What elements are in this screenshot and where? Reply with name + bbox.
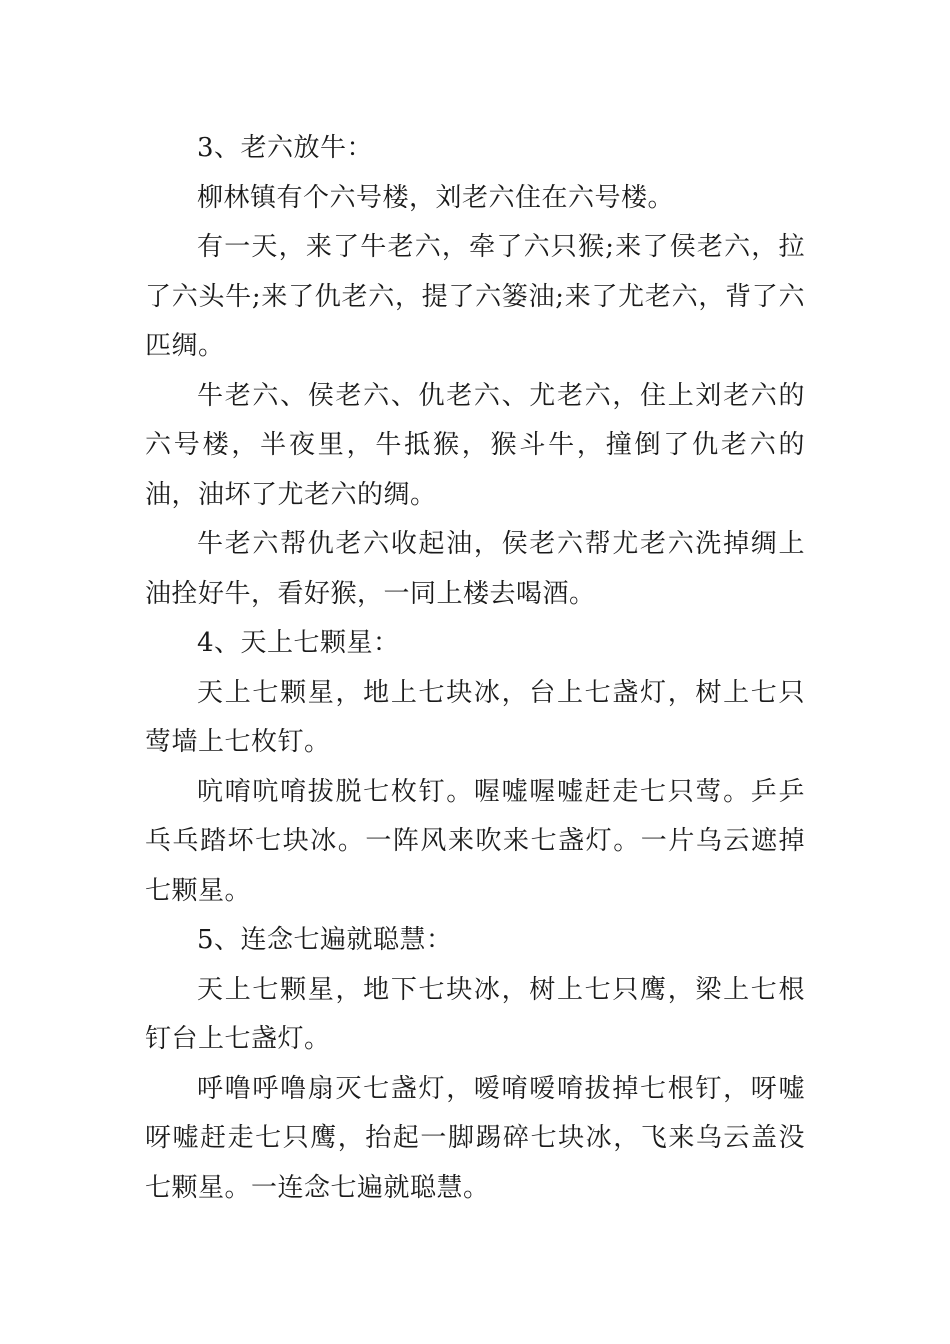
section-heading-5: 5、连念七遍就聪慧：: [197, 925, 453, 955]
paragraph: 天上七颗星，地下七块冰，树上七只鹰，梁上七根钉台上七盏灯。: [145, 974, 805, 1054]
paragraph: 天上七颗星，地上七块冰，台上七盏灯，树上七只莺墙上七枚钉。: [145, 677, 805, 757]
paragraph: 吭唷吭唷拔脱七枚钉。喔嘘喔嘘赶走七只莺。乒乒乓乓踏坏七块冰。一阵风来吹来七盏灯。一片乌云遮掉七颗星。: [145, 776, 805, 906]
paragraph: 呼噜呼噜扇灭七盏灯，嗳唷嗳唷拔掉七根钉，呀嘘呀嘘赶走七只鹰，抬起一脚踢碎七块冰，飞来乌云盖没七颗星。一连念七遍就聪慧。: [145, 1073, 805, 1203]
section-heading-4: 4、天上七颗星：: [197, 628, 400, 658]
section-heading-3: 3、老六放牛：: [197, 133, 374, 163]
paragraph: 柳林镇有个六号楼，刘老六住在六号楼。: [197, 182, 675, 213]
document-body: [145, 124, 805, 1213]
paragraph: 牛老六、侯老六、仇老六、尤老六，住上刘老六的六号楼，半夜里，牛抵猴，猴斗牛，撞倒了仇老六的油，油坏了尤老六的绸。: [145, 380, 805, 510]
paragraph: 牛老六帮仇老六收起油，侯老六帮尤老六洗掉绸上油拴好牛，看好猴，一同上楼去喝酒。: [145, 529, 805, 609]
paragraph: 有一天，来了牛老六，牵了六只猴;来了侯老六，拉了六头牛;来了仇老六，提了六篓油;来了尤老六，背了六匹绸。: [145, 232, 805, 361]
